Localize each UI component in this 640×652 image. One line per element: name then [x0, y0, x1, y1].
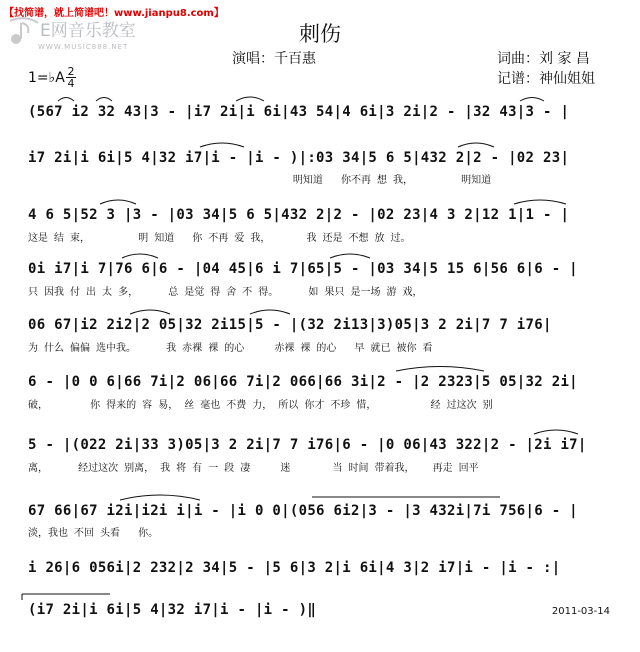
- score-line-3: 4 6 5|52 3 |3 - |03 34|5 6 5|432 2|2 - |02 23|4 3 2|12 1|1 - |: [28, 207, 570, 223]
- slur-mark: [130, 310, 170, 314]
- slur-mark: [250, 310, 290, 314]
- slur-mark: [396, 367, 484, 372]
- slur-mark: [100, 200, 136, 204]
- slur-mark: [58, 98, 74, 102]
- lyric-line-3: 这是 结 束， 明 知道 你 不再 爱 我， 我 还是 不想 放 过。: [28, 233, 411, 244]
- score-line-2: i7 2i|i 6i|5 4|32 i7|i - |i - )|:03 34|5 6 5|432 2|2 - |02 23|: [28, 150, 570, 166]
- slur-mark: [514, 200, 566, 204]
- transcriber-credit: 记谱：神仙姐姐: [497, 71, 595, 87]
- slur-mark: [200, 143, 244, 147]
- meter-top: 2: [67, 65, 75, 78]
- lyric-line-2: 明知道 你不再 想 我， 明知道: [28, 175, 492, 186]
- score-line-9: i 26|6 056i|2 232|2 34|5 - |5 6|3 2|i 6i|4 3|2 i7|i - |i - :|: [28, 560, 561, 576]
- slur-mark: [458, 143, 494, 147]
- slur-mark: [122, 254, 158, 258]
- song-title: 刺伤: [299, 22, 341, 46]
- lyric-line-8: 淡，我也 不回 头看 你。: [28, 528, 159, 539]
- slur-mark: [520, 98, 544, 102]
- key-signature: 1=♭A: [28, 70, 65, 86]
- site-banner: 【找简谱，就上简谱吧！www.jianpu8.com】: [4, 8, 224, 19]
- slur-mark: [236, 97, 264, 101]
- lyric-line-5: 为 什么 偏偏 选中我。 我 赤裸 裸 的心 赤裸 裸 的心 早 就已 被你 看: [28, 343, 433, 354]
- score-line-10: (i7 2i|i 6i|5 4|32 i7|i - |i - )‖: [28, 602, 317, 618]
- score-line-8: 67 66|67 i2i|i2i i|i - |i 0 0|(056 6i2|3 - |3 432i|7i 756|6 - |: [28, 503, 578, 519]
- slur-mark: [330, 254, 370, 258]
- logo-text: E网音乐教室: [40, 21, 136, 41]
- score-line-7: 5 - |(022 2i|33 3)05|3 2 2i|7 7 i76|6 - |0 06|43 322|2 - |2i i7|: [28, 437, 587, 453]
- singer-credit: 演唱：千百惠: [232, 51, 316, 67]
- score-line-5: 06 67|i2 2i2|2 05|32 2i15|5 - |(32 2i13|3)05|3 2 2i|7 7 i76|: [28, 317, 552, 333]
- composer-credit: 词曲：刘 家 昌: [497, 51, 590, 67]
- transcription-date: 2011-03-14: [551, 606, 610, 617]
- score-line-1: (567 i2 32 43|3 - |i7 2i|i 6i|43 54|4 6i|3 2i|2 - |32 43|3 - |: [28, 104, 570, 120]
- logo-url: WWW.MUSIC888.NET: [38, 43, 129, 51]
- slur-mark: [120, 495, 200, 500]
- slur-mark: [534, 430, 578, 434]
- lyric-line-7: 离， 经过这次 别离， 我 将 有 一 段 凄 迷 当 时间 带着我， 再走 回平: [28, 463, 479, 474]
- lyric-line-6: 破， 你 得来的 容 易， 丝 毫也 不费 力， 所以 你才 不珍 惜， 经 过这次 别: [28, 400, 493, 411]
- lyric-line-4: 只 因我 付 出 太 多， 总 是觉 得 舍 不 得。 如 果只 是一场 游 戏，: [28, 287, 423, 298]
- score-line-4: 0i i7|i 7|76 6|6 - |04 45|6 i 7|65|5 - |03 34|5 15 6|56 6|6 - |: [28, 261, 578, 277]
- meter-bottom: 4: [67, 77, 75, 90]
- slur-mark: [96, 98, 112, 102]
- score-line-6: 6 - |0 0 6|66 7i|2 06|66 7i|2 066|66 3i|2 - |2 2323|5 05|32 2i|: [28, 374, 578, 390]
